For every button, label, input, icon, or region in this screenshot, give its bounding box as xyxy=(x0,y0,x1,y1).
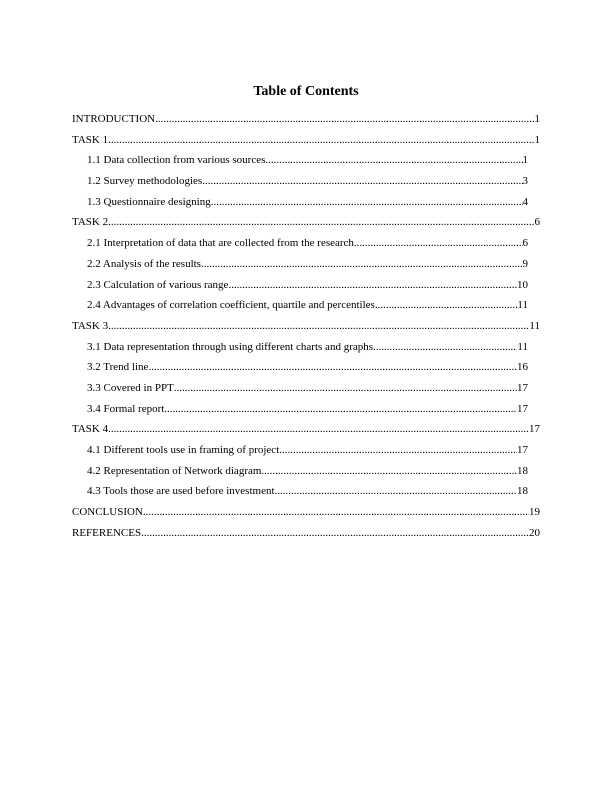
toc-dot-leader xyxy=(261,464,517,478)
toc-dot-leader xyxy=(354,236,523,250)
toc-entry-page-number: 20 xyxy=(529,526,540,539)
toc-entry-2-3[interactable] xyxy=(72,278,528,299)
toc-entry-label: CONCLUSION xyxy=(72,506,143,519)
toc-dot-leader xyxy=(201,257,523,271)
toc-entry-4-1[interactable] xyxy=(72,443,528,464)
toc-title: Table of Contents xyxy=(253,84,359,99)
toc-dot-leader xyxy=(143,505,529,519)
toc-entry-label: 2.3 Calculation of various range xyxy=(87,278,229,291)
toc-entry-page-number: 16 xyxy=(517,361,528,374)
toc-dot-leader xyxy=(155,112,534,126)
toc-entry-task-2[interactable] xyxy=(72,215,540,236)
toc-entry-label: 3.3 Covered in PPT xyxy=(87,381,174,394)
toc-entry-label: 3.1 Data representation through using different charts and graphs xyxy=(87,340,374,353)
toc-dot-leader xyxy=(265,153,522,167)
toc-entry-3-4[interactable] xyxy=(72,402,528,423)
toc-entry-task-1[interactable] xyxy=(72,133,540,154)
toc-entry-4-2[interactable] xyxy=(72,464,528,485)
toc-dot-leader xyxy=(375,298,518,312)
toc-entry-label: 1.2 Survey methodologies xyxy=(87,175,203,188)
toc-entry-page-number: 17 xyxy=(517,444,528,456)
toc-entry-label: REFERENCES xyxy=(72,526,142,539)
toc-entry-page-number: 4 xyxy=(522,195,528,208)
toc-entry-page-number: 11 xyxy=(517,299,528,312)
toc-entry-label: TASK 2 xyxy=(72,216,109,229)
toc-entry-page-number: 6 xyxy=(534,216,540,229)
toc-entry-page-number: 3 xyxy=(522,175,528,188)
toc-dot-leader xyxy=(148,360,517,374)
toc-dot-leader xyxy=(108,319,529,333)
toc-entry-page-number: 10 xyxy=(517,278,528,291)
toc-entry-label: 4.2 Representation of Network diagram xyxy=(87,464,262,477)
toc-entry-page-number: 6 xyxy=(522,237,528,250)
toc-entry-label: TASK 4 xyxy=(72,423,109,436)
toc-entry-label: INTRODUCTION xyxy=(72,113,156,125)
toc-entry-1-3[interactable] xyxy=(72,195,528,216)
toc-entry-page-number: 1 xyxy=(534,133,540,146)
toc-entry-label: 1.1 Data collection from various sources xyxy=(87,154,266,167)
toc-entry-label: 2.1 Interpretation of data that are collected from the research xyxy=(87,237,354,250)
toc-entry-task-3[interactable] xyxy=(72,319,540,340)
toc-entry-task-4[interactable] xyxy=(72,422,540,443)
toc-dot-leader xyxy=(279,443,517,457)
toc-entry-2-2[interactable] xyxy=(72,257,528,278)
toc-dot-leader xyxy=(164,402,517,416)
toc-dot-leader xyxy=(202,174,522,188)
toc-entry-label: 3.4 Formal report xyxy=(87,402,165,415)
toc-entry-page-number: 17 xyxy=(517,402,528,415)
toc-entry-references[interactable] xyxy=(72,526,540,547)
toc-entry-page-number: 19 xyxy=(529,506,540,519)
toc-dot-leader xyxy=(275,484,517,498)
toc-entry-page-number: 11 xyxy=(517,340,528,353)
toc-entry-introduction[interactable] xyxy=(72,112,540,133)
toc-entry-page-number: 11 xyxy=(529,319,540,332)
toc-entry-page-number: 17 xyxy=(517,381,528,394)
toc-dot-leader xyxy=(108,215,534,229)
toc-entry-4-3[interactable] xyxy=(72,484,528,505)
toc-entry-1-2[interactable] xyxy=(72,174,528,195)
toc-dot-leader xyxy=(141,526,529,540)
toc-entry-label: 1.3 Questionnaire designing xyxy=(87,195,211,208)
toc-entry-conclusion[interactable] xyxy=(72,505,540,526)
toc-entry-2-4[interactable] xyxy=(72,298,528,319)
toc-entry-label: 4.3 Tools those are used before investment xyxy=(87,485,275,498)
toc-dot-leader xyxy=(108,422,529,436)
toc-entry-3-3[interactable] xyxy=(72,381,528,402)
toc-dot-leader xyxy=(174,381,517,395)
toc-entry-label: 2.4 Advantages of correlation coefficient, quartile and percentiles xyxy=(87,299,375,312)
toc-entry-page-number: 18 xyxy=(517,464,528,477)
toc-entry-label: 3.2 Trend line xyxy=(87,361,149,374)
toc-entry-page-number: 1 xyxy=(534,113,540,125)
toc-entry-page-number: 17 xyxy=(529,423,540,436)
toc-entry-3-2[interactable] xyxy=(72,360,528,381)
toc-entry-label: TASK 1 xyxy=(72,133,109,146)
toc-entry-label: 2.2 Analysis of the results xyxy=(87,257,201,270)
toc-entry-page-number: 1 xyxy=(522,154,528,167)
toc-dot-leader xyxy=(373,340,517,354)
toc-entry-label: 4.1 Different tools use in framing of project xyxy=(87,444,280,456)
toc-entry-1-1[interactable] xyxy=(72,153,528,174)
toc-dot-leader xyxy=(108,133,534,147)
toc-dot-leader xyxy=(228,278,517,292)
toc-entry-page-number: 9 xyxy=(522,257,528,270)
toc-dot-leader xyxy=(211,195,523,209)
toc-entry-2-1[interactable] xyxy=(72,236,528,257)
toc-entry-page-number: 18 xyxy=(517,485,528,498)
toc-entry-label: TASK 3 xyxy=(72,319,109,332)
toc-entry-3-1[interactable] xyxy=(72,340,528,361)
